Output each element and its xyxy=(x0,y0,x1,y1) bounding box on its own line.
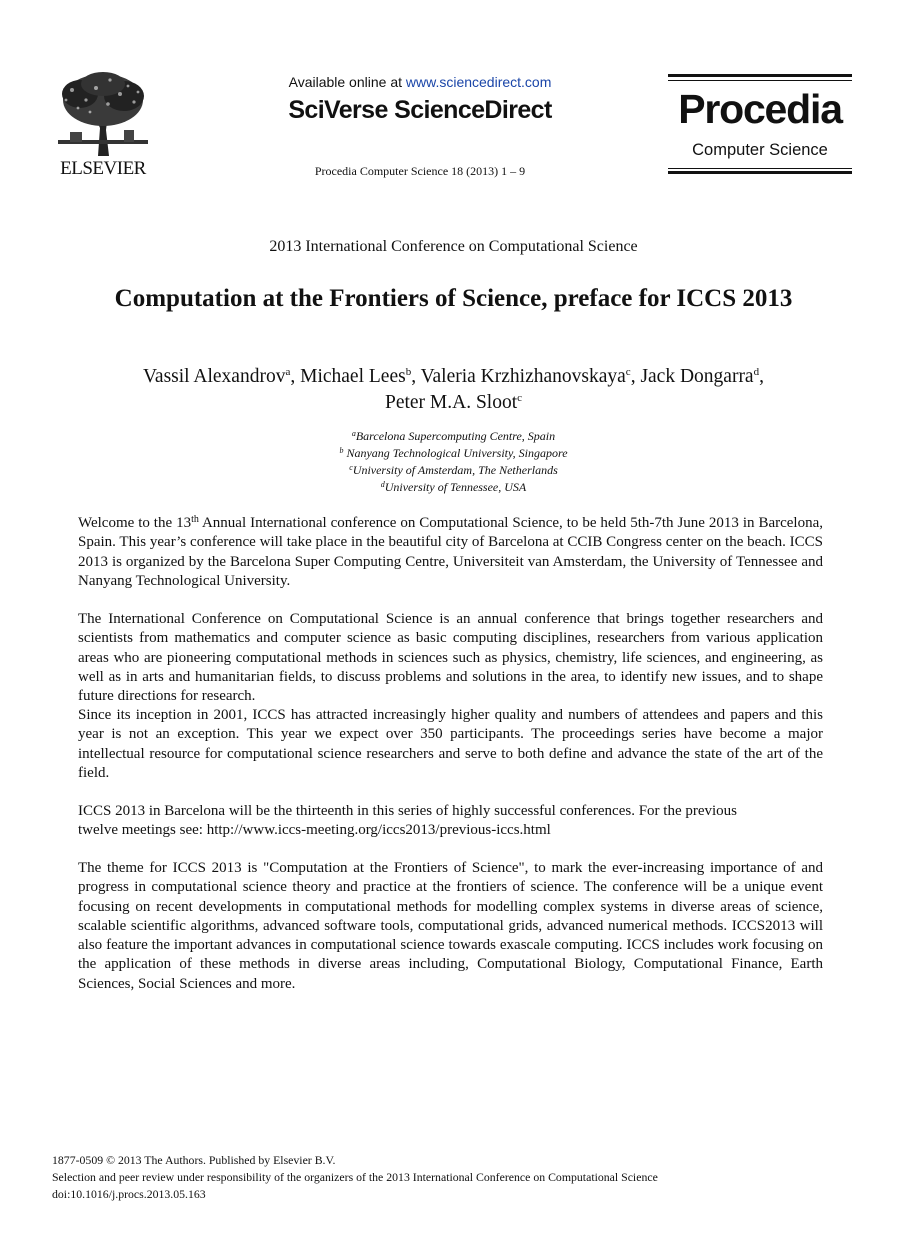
author-name: Jack Dongarra xyxy=(640,366,754,387)
doi-line: doi:10.1016/j.procs.2013.05.163 xyxy=(52,1187,206,1201)
body-paragraph-3: Since its inception in 2001, ICCS has attracted increasingly higher quality and numbers of attendees and papers and this year is not an exception. This year we expect over 350 participants. The proceedings series have become a major intellectual resource for computational science researchers and serve to both define and advance the state of the art of the field. xyxy=(78,707,823,781)
body-paragraph-1 xyxy=(78,514,823,591)
body-paragraph-2: The International Conference on Computational Science is an annual conference that brings together researchers and scientists from mathematics and computer science as basic computing disciplines, researchers from various application areas who are pioneering computational methods in sciences such as physics, chemistry, life sciences, and engineering, as well as in arts and humanitarian fields, to discuss problems and solutions in the area, to identify new issues, and to shape future directions for research. xyxy=(78,611,823,705)
author-affiliation-mark: c xyxy=(625,366,631,378)
available-online-line xyxy=(250,74,590,90)
conference-name: 2013 International Conference on Computational Science xyxy=(269,238,638,255)
author-separator: , xyxy=(630,366,641,387)
affiliation-text: University of Tennessee, USA xyxy=(384,480,527,494)
copyright-footer xyxy=(52,1152,872,1203)
affiliation-text: Nanyang Technological University, Singapore xyxy=(343,446,568,460)
author-affiliation-mark: b xyxy=(405,366,412,378)
body-paragraph-4 xyxy=(78,802,823,841)
ordinal-suffix: th xyxy=(191,514,199,525)
affiliation-list xyxy=(0,428,907,496)
affiliation-mark: b xyxy=(339,446,344,455)
procedia-logo xyxy=(668,74,852,176)
affiliation-text: Barcelona Supercomputing Centre, Spain xyxy=(355,429,556,443)
elsevier-tree-icon xyxy=(50,70,156,156)
author-separator: , xyxy=(290,366,301,387)
procedia-top-rule xyxy=(668,74,852,77)
affiliation xyxy=(0,445,907,462)
author-list xyxy=(80,364,827,416)
author-affiliation-mark: a xyxy=(285,366,291,378)
procedia-logo-title: Procedia xyxy=(678,86,842,132)
affiliation-text: University of Amsterdam, The Netherlands xyxy=(352,463,558,477)
elsevier-logo xyxy=(50,70,156,182)
sciverse-sciencedirect-logo: SciVerse ScienceDirect xyxy=(288,96,552,124)
procedia-top-rule-thin xyxy=(668,80,852,81)
body-text: ICCS 2013 in Barcelona will be the thirteenth in this series of highly successful conferences. For the previous xyxy=(78,803,738,819)
body-paragraph-5: The theme for ICCS 2013 is "Computation at the Frontiers of Science", to mark the ever-increasing importance of and progress in computational science theory and practice at the frontiers of science. The conference will be a unique event focusing on recent developments in computational methods for modelling complex systems in diverse areas of science, scalable scientific algorithms, advanced software tools, computational grids, advanced numerical methods. ICCS2013 will also feature the important advances in computational science towards exascale computing. ICCS includes work focusing on the application of these methods in diverse areas including, Computational Biology, Computational Finance, Earth Sciences, Social Sciences and more. xyxy=(78,860,823,992)
copyright-line: 1877-0509 © 2013 The Authors. Published by Elsevier B.V. xyxy=(52,1153,336,1167)
paper-title: Computation at the Frontiers of Science, preface for ICCS 2013 xyxy=(114,285,793,312)
affiliation xyxy=(0,428,907,445)
procedia-bottom-rule-thin xyxy=(668,168,852,169)
author-affiliation-mark: d xyxy=(753,366,760,378)
elsevier-wordmark: ELSEVIER xyxy=(60,158,146,179)
author-name: Vassil Alexandrov xyxy=(143,366,286,387)
author-separator: , xyxy=(411,366,421,387)
affiliation-mark: a xyxy=(351,429,356,438)
affiliation-mark: c xyxy=(349,463,353,472)
procedia-bottom-rule xyxy=(668,171,852,174)
body-text: Welcome to the 13 xyxy=(78,515,192,531)
affiliation xyxy=(0,462,907,479)
author-separator: , xyxy=(759,366,764,387)
author-name: Peter M.A. Sloot xyxy=(384,392,518,413)
author-affiliation-mark: c xyxy=(517,392,523,404)
previous-meetings-url: twelve meetings see: http://www.iccs-meeting.org/iccs2013/previous-iccs.html xyxy=(78,822,551,839)
peer-review-line: Selection and peer review under responsibility of the organizers of the 2013 International Conference on Computational Science xyxy=(52,1170,658,1184)
body-text: Annual International conference on Computational Science, to be held 5th-7th June 2013 in Barcelona, Spain. This year’s conference will take place in the beautiful city of Barcelona at CCIB Congress center on the beach. ICCS 2013 is organized by the Barcelona Super Computing Centre, Universiteit van Amsterdam, the University of Tennessee and Nanyang Technological University. xyxy=(78,515,823,589)
affiliation xyxy=(0,479,907,496)
procedia-logo-subtitle: Computer Science xyxy=(692,141,828,159)
journal-reference: Procedia Computer Science 18 (2013) 1 – 9 xyxy=(314,164,526,178)
available-online-label: Available online at xyxy=(288,74,406,90)
author-name: Valeria Krzhizhanovskaya xyxy=(420,366,626,387)
affiliation-mark: d xyxy=(380,480,385,489)
sciencedirect-link[interactable]: www.sciencedirect.com xyxy=(405,74,552,90)
author-name: Michael Lees xyxy=(300,366,406,387)
